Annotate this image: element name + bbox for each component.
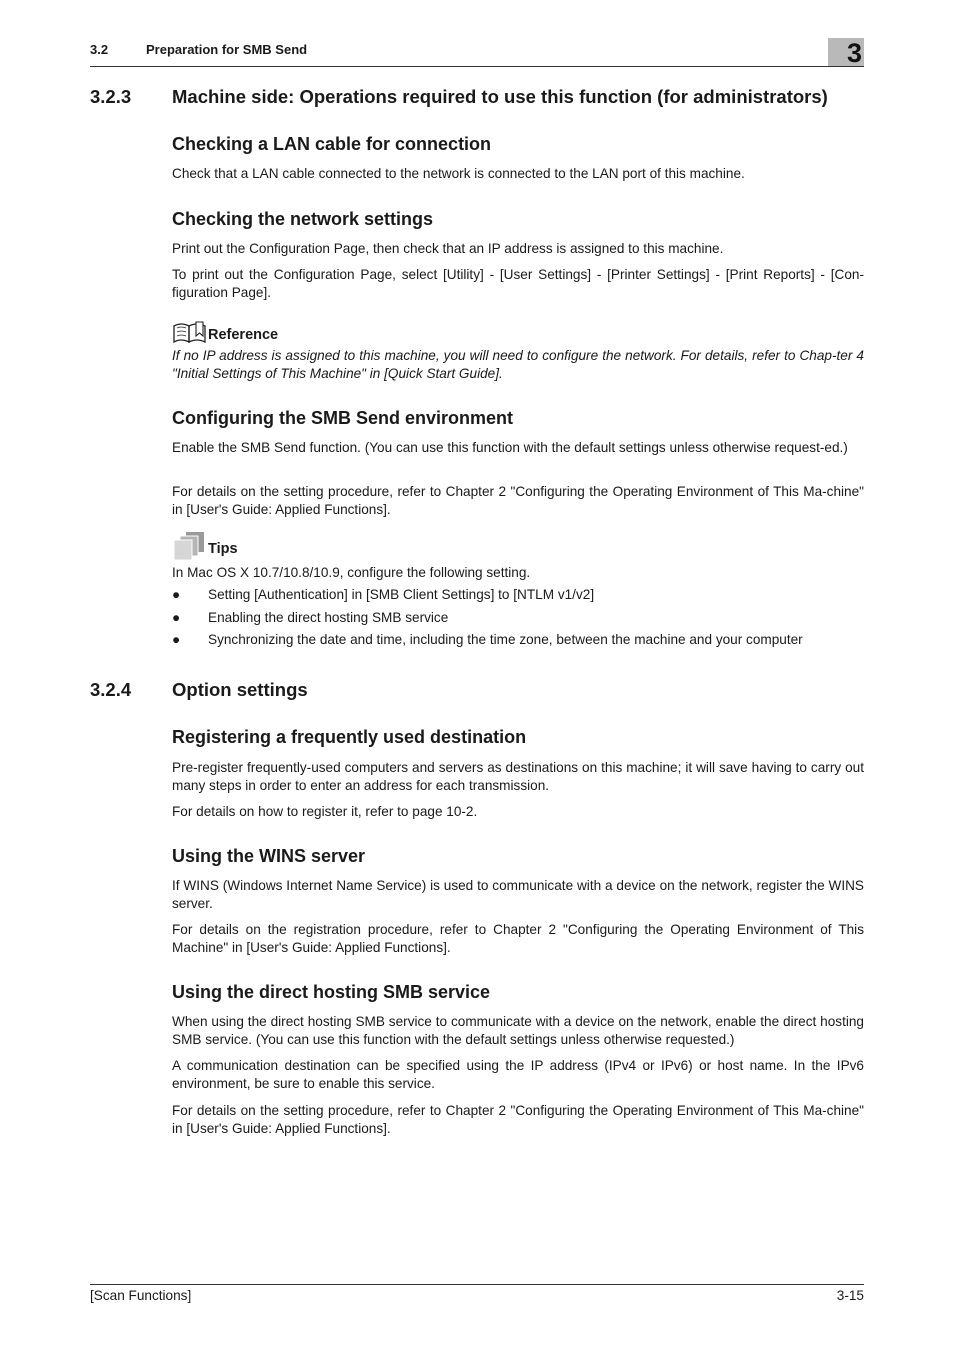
heading-smb-environment: Configuring the SMB Send environment xyxy=(172,408,513,428)
reference-text: If no IP address is assigned to this machine, you will need to configure the network. For details, refer to Chap-ter 4 "Initial Settings of This Machine" in [Quick Start Guide]. xyxy=(172,348,864,381)
chapter-number-badge: 3 xyxy=(828,38,864,66)
paragraph: For details on the registration procedure, refer to Chapter 2 "Configuring the Operating Environment of This Machine" in [User's Guide: Applied Functions]. xyxy=(172,922,864,955)
heading-direct-hosting-smb: Using the direct hosting SMB service xyxy=(172,982,491,1002)
heading-wins-server: Using the WINS server xyxy=(172,846,366,866)
paragraph: Enable the SMB Send function. (You can use this function with the default settings unless otherwise request-ed.) xyxy=(172,440,848,455)
heading-lan-cable: Checking a LAN cable for connection xyxy=(172,134,492,154)
header-section-number: 3.2 xyxy=(90,42,109,57)
reference-label-row xyxy=(172,320,372,344)
book-icon xyxy=(172,320,208,344)
paragraph: For details on the setting procedure, refer to Chapter 2 "Configuring the Operating Environment of This Ma-chine" in [User's Guide: Applied Functions]. xyxy=(172,1103,864,1136)
section-heading-3-2-3 xyxy=(90,86,828,108)
bullet-icon: ● xyxy=(172,587,181,602)
paragraph: For details on the setting procedure, refer to Chapter 2 "Configuring the Operating Environment of This Ma-chine" in [User's Guide: Applied Functions]. xyxy=(172,484,864,517)
section-title: Machine side: Operations required to use this function (for administrators) xyxy=(172,86,828,107)
heading-network-settings: Checking the network settings xyxy=(172,209,434,229)
tips-label: Tips xyxy=(208,541,238,557)
page-header xyxy=(90,38,864,67)
section-number: 3.2.3 xyxy=(90,86,132,107)
reference-label: Reference xyxy=(208,327,279,343)
section-number: 3.2.4 xyxy=(90,679,132,700)
paragraph: For details on how to register it, refer to page 10-2. xyxy=(172,804,478,819)
section-heading-3-2-4 xyxy=(90,679,308,701)
tips-intro: In Mac OS X 10.7/10.8/10.9, configure the following setting. xyxy=(172,565,531,580)
bullet-icon: ● xyxy=(172,610,181,625)
bullet-icon: ● xyxy=(172,632,181,647)
section-title: Option settings xyxy=(172,679,308,700)
header-section-title: Preparation for SMB Send xyxy=(146,42,308,57)
paragraph: When using the direct hosting SMB service to communicate with a device on the network, enable the direct hosting SMB service. (You can use this function with the default settings unless otherwise requested.) xyxy=(172,1014,864,1047)
paragraph: Check that a LAN cable connected to the network is connected to the LAN port of this machine. xyxy=(172,166,745,181)
heading-frequent-destination: Registering a frequently used destination xyxy=(172,727,527,747)
paragraph: Pre-register frequently-used computers and servers as destinations on this machine; it will save having to carry out many steps in order to enter an address for each transmission. xyxy=(172,760,864,793)
tips-label-row xyxy=(172,532,372,556)
footer-manual-name: [Scan Functions] xyxy=(90,1288,192,1303)
paragraph: If WINS (Windows Internet Name Service) is used to communicate with a device on the network, register the WINS server. xyxy=(172,878,864,911)
page-footer xyxy=(90,1284,864,1309)
paragraph: To print out the Configuration Page, select [Utility] - [User Settings] - [Printer Settings] - [Print Reports] - [Con-figuration Page]. xyxy=(172,267,864,300)
paragraph: A communication destination can be specified using the IP address (IPv4 or IPv6) or host name. In the IPv6 environment, be sure to enable this service. xyxy=(172,1058,864,1091)
paragraph: Print out the Configuration Page, then check that an IP address is assigned to this machine. xyxy=(172,241,724,256)
page-number: 3-15 xyxy=(836,1288,864,1303)
pages-icon xyxy=(172,532,208,560)
